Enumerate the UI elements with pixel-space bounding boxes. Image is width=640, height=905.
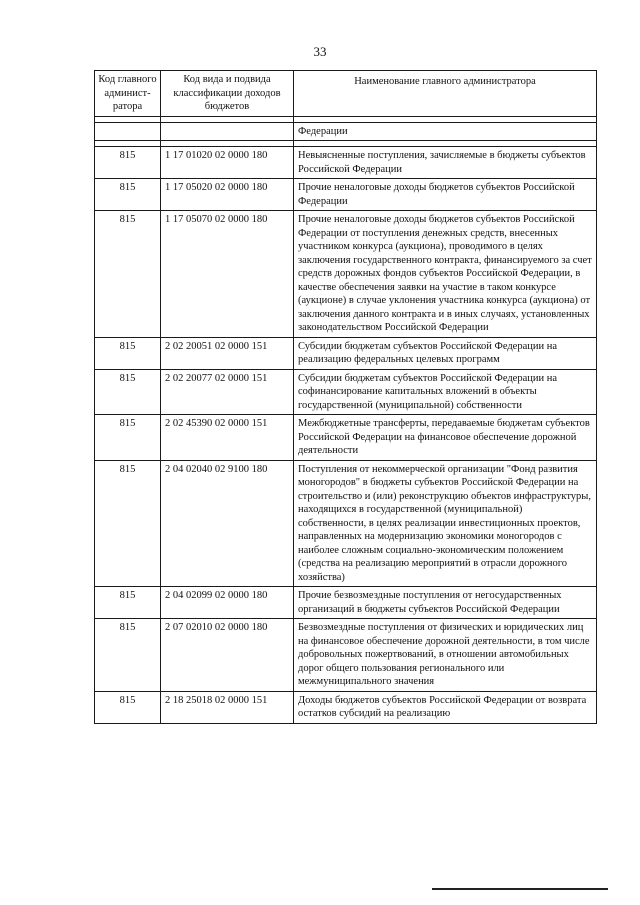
table-row: [95, 415, 597, 461]
table-row: [95, 369, 597, 415]
revenue-name-cell: Поступления от некоммерческой организации "Фонд развития моногородов" в бюджеты субъектов Российской Федерации на строительство и (или) реконструкцию объектов инфраструктуры, находящихся в государственной (муниципальной) собственности, в целях реализации инвестиционных проектов, направленных на модернизацию экономики моногородов с наиболее сложным социально-экономическим положением (средства на реализацию мероприятий в отрасли дорожного хозяйства): [294, 460, 597, 587]
header-classification-code: Код вида и подвида классификации доходов бюджетов: [161, 71, 294, 117]
revenue-name-cell: Межбюджетные трансферты, передаваемые бюджетам субъектов Российской Федерации на финансовое обеспечение дорожной деятельности: [294, 415, 597, 461]
table-row: [95, 587, 597, 619]
revenue-name-cell: Прочие неналоговые доходы бюджетов субъектов Российской Федерации: [294, 179, 597, 211]
table-header-row: [95, 71, 597, 117]
admin-code-cell: 815: [95, 147, 161, 179]
classification-code-cell: 2 02 45390 02 0000 151: [161, 415, 294, 461]
continuation-text: Федерации: [294, 122, 597, 141]
page-number: 33: [313, 44, 327, 59]
classification-code-cell: 1 17 05070 02 0000 180: [161, 211, 294, 338]
revenue-name-cell: Невыясненные поступления, зачисляемые в бюджеты субъектов Российской Федерации: [294, 147, 597, 179]
admin-code-cell: 815: [95, 337, 161, 369]
revenue-classification-table: [94, 70, 597, 724]
admin-code-cell: 815: [95, 369, 161, 415]
admin-code-cell: 815: [95, 691, 161, 723]
revenue-name-cell: Прочие неналоговые доходы бюджетов субъектов Российской Федерации от поступления денежных средств, внесенных участником конкурса (аукциона), проводимого в целях заключения государственного контракта, финансируемого за счет средств дорожных фондов субъектов Российской Федерации, в качестве обеспечения заявки на участие в таком конкурсе (аукционе) в случае уклонения участника конкурса (аукциона) от заключения данного контракта и в иных случаях, установленных законодательством Российской Федерации: [294, 211, 597, 338]
footer-rule: [432, 888, 608, 890]
revenue-name-cell: Субсидии бюджетам субъектов Российской Федерации на софинансирование капитальных вложений в объекты государственной (муниципальной) собственности: [294, 369, 597, 415]
table-row: [95, 460, 597, 587]
revenue-name-cell: Прочие безвозмездные поступления от негосударственных организаций в бюджеты субъектов Российской Федерации: [294, 587, 597, 619]
classification-code-cell: 1 17 01020 02 0000 180: [161, 147, 294, 179]
table-row: [95, 211, 597, 338]
header-administrator-name: Наименование главного администратора: [294, 71, 597, 117]
classification-code-cell: 2 18 25018 02 0000 151: [161, 691, 294, 723]
table-row: [95, 619, 597, 692]
admin-code-cell: 815: [95, 179, 161, 211]
continuation-row: [95, 122, 597, 141]
table-row: [95, 147, 597, 179]
admin-code-cell: 815: [95, 415, 161, 461]
table-row: [95, 691, 597, 723]
admin-code-cell: 815: [95, 619, 161, 692]
admin-code-cell: 815: [95, 211, 161, 338]
table-row: [95, 179, 597, 211]
classification-code-cell: 2 04 02040 02 9100 180: [161, 460, 294, 587]
revenue-name-cell: Субсидии бюджетам субъектов Российской Федерации на реализацию федеральных целевых программ: [294, 337, 597, 369]
classification-code-cell: 2 07 02010 02 0000 180: [161, 619, 294, 692]
header-admin-code: Код главного админист-ратора: [95, 71, 161, 117]
classification-code-cell: 1 17 05020 02 0000 180: [161, 179, 294, 211]
revenue-name-cell: Безвозмездные поступления от физических и юридических лиц на финансовое обеспечение дорожной деятельности, в том числе добровольных пожертвований, в отношении автомобильных дорог общего пользования регионального или межмуниципального значения: [294, 619, 597, 692]
admin-code-cell: 815: [95, 587, 161, 619]
classification-code-cell: 2 04 02099 02 0000 180: [161, 587, 294, 619]
classification-code-cell: 2 02 20051 02 0000 151: [161, 337, 294, 369]
revenue-name-cell: Доходы бюджетов субъектов Российской Федерации от возврата остатков субсидий на реализацию: [294, 691, 597, 723]
table-row: [95, 337, 597, 369]
admin-code-cell: 815: [95, 460, 161, 587]
classification-code-cell: 2 02 20077 02 0000 151: [161, 369, 294, 415]
